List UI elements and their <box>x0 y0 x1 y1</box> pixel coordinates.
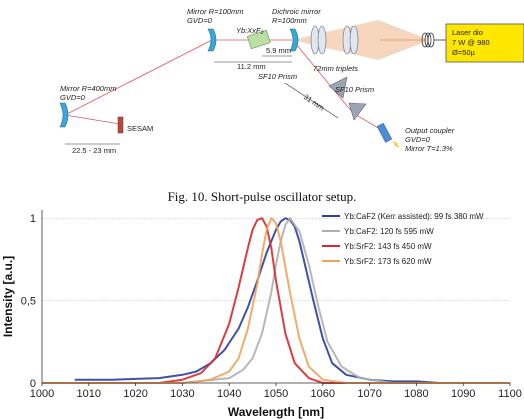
y-tick-label-0: 0 <box>29 378 36 390</box>
figure-caption: Fig. 10. Short-pulse oscillator setup. <box>167 189 357 204</box>
prism2-label: SF10 Prism <box>335 85 375 94</box>
spectrum-chart <box>0 200 524 419</box>
mirror-r400-label: Mirror R=400mm <box>60 84 117 93</box>
x-tick-label-5: 1050 <box>263 388 289 400</box>
x-tick-label-1: 1010 <box>76 388 102 400</box>
output-coupler-transmission: Mirror T=1.3% <box>405 144 453 153</box>
output-coupler <box>377 123 392 142</box>
y-tick-label-2: 1 <box>29 213 36 226</box>
triplets-label: 72mm triplets <box>313 64 359 73</box>
x-axis-title: Wavelength [nm] <box>227 405 325 419</box>
output-coupler-gvd: GVD=0 <box>405 135 430 144</box>
dichroic-radius: R=100mm <box>272 16 307 25</box>
x-tick-label-9: 1090 <box>450 388 476 400</box>
legend-label-0: Yb:CaF2 (Kerr assisted): 99 fs 380 mW <box>344 212 484 221</box>
legend-label-2: Yb:SrF2: 143 fs 450 mW <box>344 242 432 251</box>
legend-label-3: Yb:SrF2: 173 fs 620 mW <box>344 257 432 266</box>
grid-layer <box>42 218 510 383</box>
sesam <box>118 117 123 133</box>
dist-5-9-label: 5.9 mm <box>266 46 292 55</box>
mirror-r100-label: Mirror R=100mm <box>187 7 244 16</box>
laser-diode-power: 7 W @ 980 <box>452 38 490 47</box>
y-axis-title: Intensity [a.u.] <box>1 255 15 338</box>
prism1-label: SF10 Prism <box>258 72 298 81</box>
x-tick-label-7: 1070 <box>357 388 382 400</box>
mirror-r400 <box>60 103 68 127</box>
mirror-r100 <box>208 29 216 51</box>
dichroic-label: Dichroic mirror <box>272 7 321 16</box>
sesam-label: SESAM <box>127 124 154 133</box>
axes-layer <box>42 210 510 386</box>
x-tick-label-2: 1020 <box>123 388 148 400</box>
x-tick-label-0: 1000 <box>29 388 55 400</box>
setup-diagram <box>0 0 524 185</box>
x-tick-label-4: 1040 <box>216 388 242 400</box>
x-tick-label-3: 1030 <box>170 388 195 400</box>
output-beam <box>393 142 399 147</box>
legend-label-1: Yb:CaF2: 120 fs 595 mW <box>344 227 434 236</box>
legend <box>322 212 484 266</box>
sf10-prism-2 <box>349 103 366 120</box>
x-tick-label-6: 1060 <box>310 388 336 400</box>
x-tick-label-10: 1100 <box>498 388 522 400</box>
y-tick-label-1: 0,5 <box>20 295 36 308</box>
output-coupler-label: Output coupler <box>405 126 455 135</box>
dimension-lines <box>65 56 338 144</box>
x-tick-label-8: 1080 <box>404 388 429 400</box>
crystal-label: Yb:XxF₂ <box>236 26 264 35</box>
mirror-r400-gvd: GVD=0 <box>60 93 85 102</box>
mirror-r100-gvd: GVD=0 <box>187 16 212 25</box>
dist-31-label: 31 mm <box>301 92 326 113</box>
dist-22-label: 22.5 - 23 mm <box>72 146 117 155</box>
dist-11-2-label: 11.2 mm <box>237 62 266 71</box>
laser-diode-label: Laser dio <box>452 28 483 37</box>
laser-diode-core: Ø=50µ <box>452 48 475 57</box>
